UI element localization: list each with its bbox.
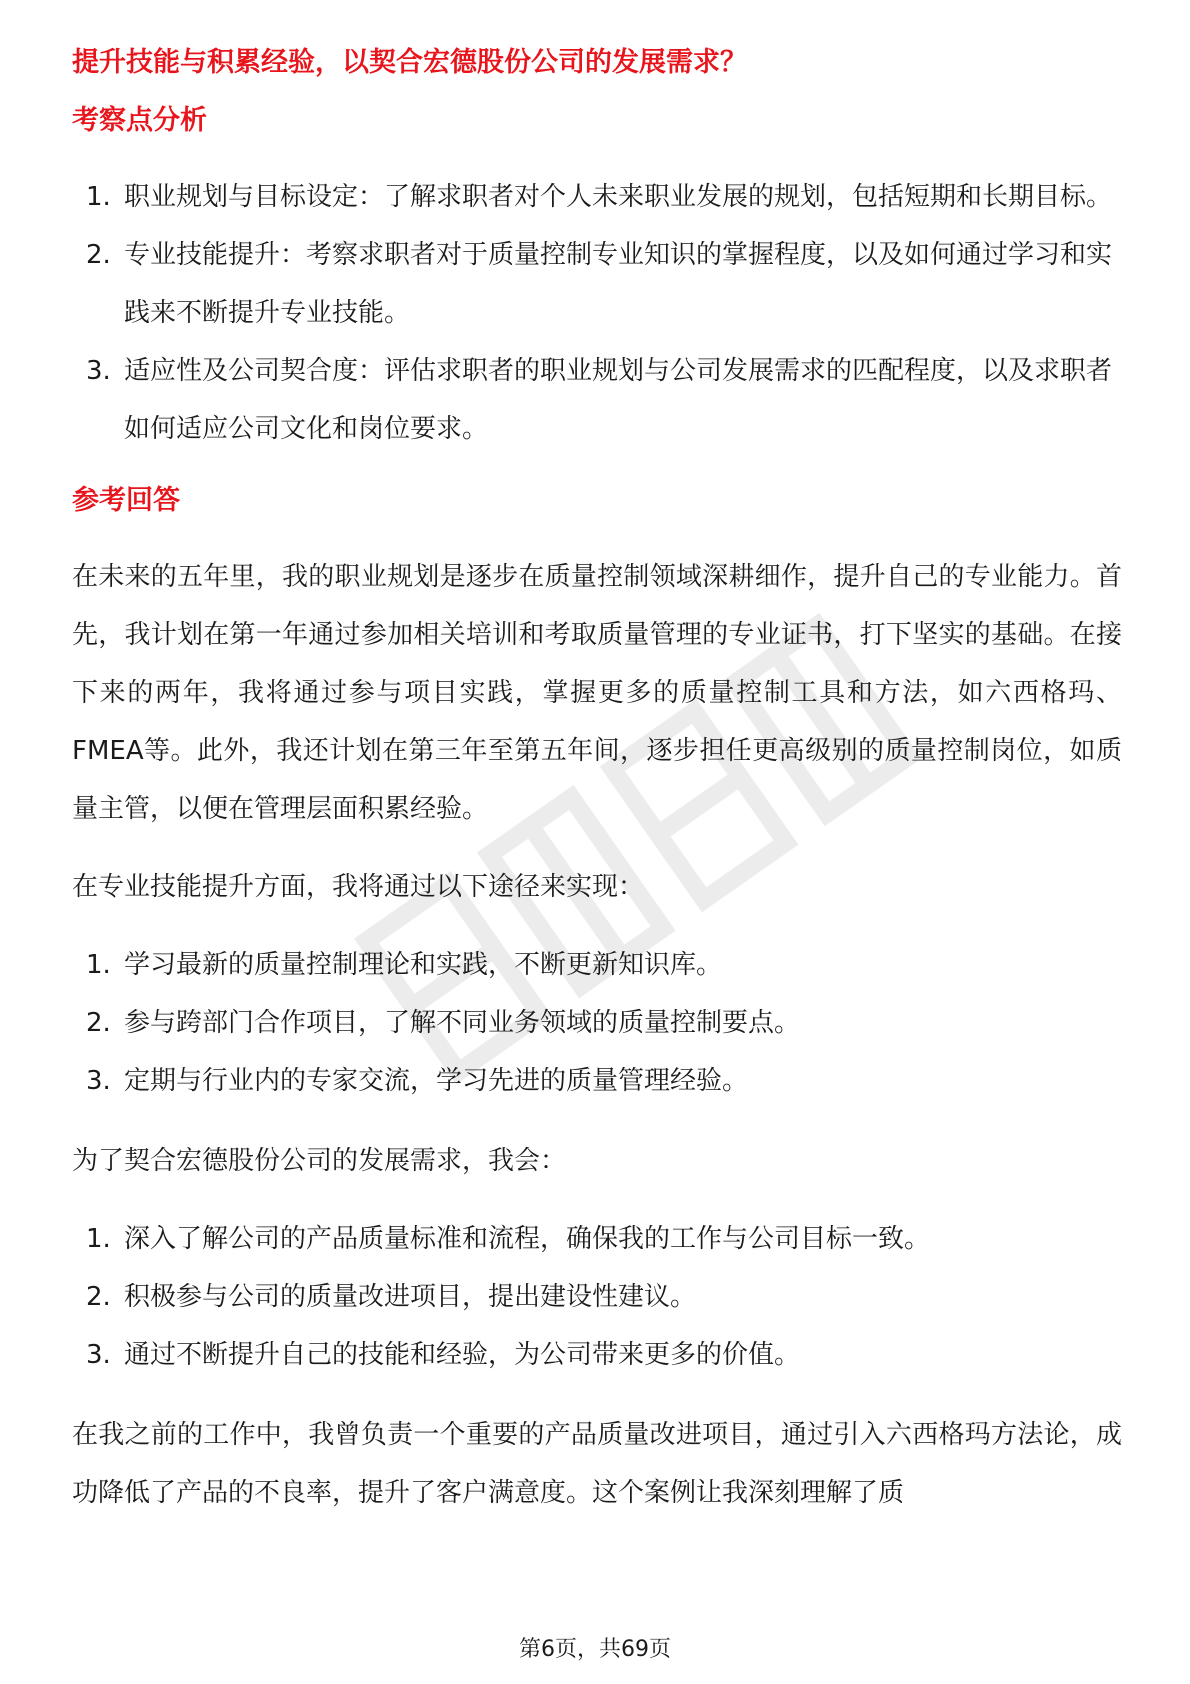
answer-paragraph-case: 在我之前的工作中，我曾负责一个重要的产品质量改进项目，通过引入六西格玛方法论，成功降低了产品的不良率，提升了客户满意度。这个案例让我深刻理解了质 [72, 1420, 1122, 1508]
list-item-number: 2. [86, 1008, 111, 1038]
list-item-number: 3. [86, 1066, 111, 1096]
list-item-number: 2. [86, 1282, 111, 1312]
list-item-number: 1. [86, 950, 111, 980]
list-item [72, 226, 1122, 342]
page-footer: 第6页，共69页 [519, 1637, 671, 1662]
page-content [72, 44, 1122, 1542]
list-item [72, 168, 1122, 226]
list-item [72, 1210, 1122, 1268]
list-item-number: 1. [86, 182, 111, 212]
list-item-text: 通过不断提升自己的技能和经验，为公司带来更多的价值。 [124, 1340, 801, 1370]
analysis-list [72, 168, 1122, 458]
list-item-number: 2. [86, 240, 111, 270]
list-item [72, 1326, 1122, 1384]
company-fit-list [72, 1210, 1122, 1384]
list-item-text: 适应性及公司契合度：评估求职者的职业规划与公司发展需求的匹配程度，以及求职者如何适应公司文化和岗位要求。 [124, 356, 1113, 444]
answer-heading: 参考回答 [72, 485, 180, 516]
answer-paragraph-skills-intro: 在专业技能提升方面，我将通过以下途径来实现： [72, 872, 645, 902]
question-title: 提升技能与积累经验，以契合宏德股份公司的发展需求？ [72, 47, 747, 78]
list-item [72, 1268, 1122, 1326]
list-item-text: 职业规划与目标设定：了解求职者对个人未来职业发展的规划，包括短期和长期目标。 [124, 182, 1113, 212]
list-item-text: 参与跨部门合作项目，了解不同业务领域的质量控制要点。 [124, 1008, 801, 1038]
list-item-number: 3. [86, 356, 111, 386]
list-item-text: 深入了解公司的产品质量标准和流程，确保我的工作与公司目标一致。 [124, 1224, 931, 1254]
list-item [72, 1052, 1122, 1110]
list-item [72, 936, 1122, 994]
answer-paragraph-company-intro: 为了契合宏德股份公司的发展需求，我会： [72, 1146, 567, 1176]
list-item-text: 积极参与公司的质量改进项目，提出建设性建议。 [124, 1282, 697, 1312]
list-item-text: 学习最新的质量控制理论和实践，不断更新知识库。 [124, 950, 723, 980]
list-item [72, 342, 1122, 458]
list-item-text: 专业技能提升：考察求职者对于质量控制专业知识的掌握程度，以及如何通过学习和实践来不断提升专业技能。 [124, 240, 1113, 328]
answer-paragraph-plan: 在未来的五年里，我的职业规划是逐步在质量控制领域深耕细作，提升自己的专业能力。首先，我计划在第一年通过参加相关培训和考取质量管理的专业证书，打下坚实的基础。在接下来的两年，我将通过参与项目实践，掌握更多的质量控制工具和方法，如六西格玛、FMEA等。此外，我还计划在第三年至第五年间，逐步担任更高级别的质量控制岗位，如质量主管，以便在管理层面积累经验。 [72, 562, 1122, 824]
skills-list [72, 936, 1122, 1110]
analysis-heading: 考察点分析 [72, 105, 207, 136]
list-item-number: 3. [86, 1340, 111, 1370]
list-item-number: 1. [86, 1224, 111, 1254]
list-item-text: 定期与行业内的专家交流，学习先进的质量管理经验。 [124, 1066, 749, 1096]
list-item [72, 994, 1122, 1052]
